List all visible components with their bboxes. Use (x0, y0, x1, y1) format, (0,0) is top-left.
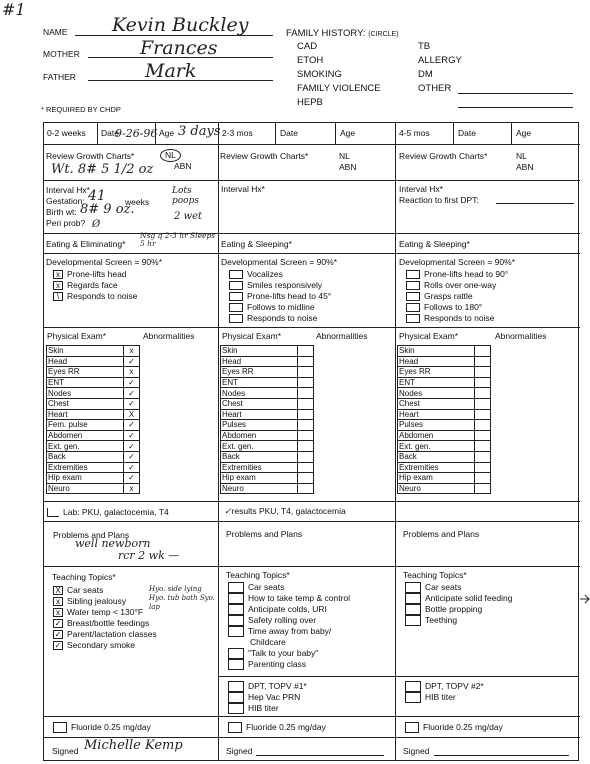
col2-dev-label: Developmental Screen = 90%* (221, 257, 337, 267)
pe-item: Eyes RR (398, 367, 475, 378)
col1-age-value: 3 days (178, 124, 221, 139)
pe-item: Head (47, 356, 124, 367)
col2-teach-4[interactable]: Safety rolling over (228, 615, 316, 626)
pe-item: Nodes (221, 388, 298, 399)
col1-dev-item-3[interactable]: \ Responds to noise (53, 291, 137, 302)
col1-dev-label: Developmental Screen = 90%* (46, 257, 162, 267)
pe-mark[interactable] (298, 356, 314, 367)
pe-mark[interactable]: ✓ (124, 473, 140, 484)
pe-item: Neuro (398, 483, 475, 494)
pe-mark[interactable]: ✓ (124, 420, 140, 431)
pe-item: Head (398, 356, 475, 367)
col3-problems-label: Problems and Plans (403, 529, 480, 539)
pe-item: Heart (221, 409, 298, 420)
pe-item: Hip exam (221, 473, 298, 484)
father-value: Mark (145, 60, 197, 82)
fh-other[interactable]: OTHER (418, 83, 452, 94)
pe-item: Chest (47, 398, 124, 409)
col2-dev-item-2[interactable]: Smiles responsively (229, 280, 322, 291)
pe-item: Eyes RR (47, 367, 124, 378)
col1-dev-item-2[interactable]: x Regards face (53, 280, 118, 291)
col1-pe-table (46, 345, 140, 494)
col1-teach-3[interactable]: x Water temp < 130°F (53, 607, 143, 618)
check-mark-icon: ✓ (224, 507, 232, 517)
col2-nl[interactable]: NL (339, 151, 350, 161)
pe-mark[interactable] (298, 430, 314, 441)
pe-mark[interactable]: ✓ (124, 451, 140, 462)
pe-mark[interactable] (298, 398, 314, 409)
fh-dm[interactable]: DM (418, 69, 433, 80)
col2-growth-label: Review Growth Charts* (220, 151, 309, 161)
col1-fluoride[interactable]: Fluoride 0.25 mg/day (53, 722, 151, 733)
pe-item: Abdomen (221, 430, 298, 441)
col3-age-label: Age (516, 128, 532, 138)
col2-teach-1[interactable]: Car seats (228, 582, 284, 593)
pe-mark[interactable]: ✓ (124, 356, 140, 367)
col3-imm-1[interactable]: DPT, TOPV #2* (405, 681, 484, 692)
col1-date-label: Date (101, 128, 119, 138)
col3-pe-table (397, 345, 491, 494)
pe-item: Skin (398, 346, 475, 357)
pe-item: Extremities (398, 462, 475, 473)
required-note: * REQUIRED BY CHDP (41, 105, 121, 114)
col1-age-label: Age (159, 128, 175, 138)
pe-mark[interactable]: ✓ (124, 441, 140, 452)
col1-growth-label: Review Growth Charts* (46, 151, 135, 161)
pe-mark[interactable]: x (124, 346, 140, 357)
pe-mark[interactable] (475, 451, 491, 462)
fh-hepb[interactable]: HEPB (297, 97, 323, 108)
pe-mark[interactable]: ✓ (124, 430, 140, 441)
pe-item: ENT (398, 377, 475, 388)
col2-abn[interactable]: ABN (339, 162, 357, 172)
pe-item: Back (398, 451, 475, 462)
col2-teaching-label: Teaching Topics* (226, 570, 290, 580)
col2-problems-label: Problems and Plans (226, 529, 303, 539)
col1-signed-label: Signed (52, 746, 79, 756)
pe-item: Skin (221, 346, 298, 357)
col2-lab-results[interactable]: ✓results PKU, T4, galactocemia (224, 506, 346, 517)
col2-age-label: Age (340, 128, 356, 138)
pe-item: Neuro (47, 483, 124, 494)
col3-dev-item-5[interactable]: Responds to noise (406, 313, 494, 324)
col1-problems-note-1: well newborn (75, 537, 151, 550)
pe-item: ENT (47, 377, 124, 388)
col2-dev-item-5[interactable]: Responds to noise (229, 313, 317, 324)
col2-signed-label: Signed (226, 746, 253, 756)
col1-signature: Michelle Kemp (84, 738, 183, 753)
pe-item: Chest (398, 398, 475, 409)
pe-mark[interactable] (475, 388, 491, 399)
pe-mark[interactable] (475, 420, 491, 431)
col3-dev-item-3[interactable]: Grasps rattle (406, 291, 473, 302)
name-value: Kevin Buckley (112, 14, 249, 36)
col2-teach-6[interactable]: "Talk to your baby" (228, 648, 318, 659)
pe-mark[interactable] (298, 420, 314, 431)
pe-mark[interactable]: x (124, 483, 140, 494)
col1-teach-1[interactable]: X Car seats (53, 585, 103, 596)
col3-teaching-label: Teaching Topics* (403, 570, 467, 580)
col3-title: 4-5 mos (399, 128, 430, 138)
pe-item: Neuro (221, 483, 298, 494)
col1-eating-note: Nsg q 2-3 hr Sleeps 5 hr (140, 231, 216, 248)
pe-item: Hip exam (398, 473, 475, 484)
col3-eating-label: Eating & Sleeping* (399, 239, 470, 249)
col3-abn[interactable]: ABN (516, 162, 534, 172)
col1-interval-label: Interval Hx* (46, 185, 90, 195)
pe-item: Ext. gen. (398, 441, 475, 452)
col3-teach-2[interactable]: Anticipate solid feeding (405, 593, 512, 604)
col2-teach-2[interactable]: How to take temp & control (228, 593, 350, 604)
col2-pe-title: Physical Exam* (222, 331, 282, 341)
pe-item: Pulses (398, 420, 475, 431)
col2-pe-abn: Abnormalities (316, 331, 368, 341)
pe-item: Back (47, 451, 124, 462)
pe-mark[interactable] (475, 409, 491, 420)
col3-fluoride[interactable]: Fluoride 0.25 mg/day (405, 722, 503, 733)
pe-mark[interactable] (298, 483, 314, 494)
pe-mark[interactable] (475, 441, 491, 452)
pe-mark[interactable] (298, 473, 314, 484)
pe-item: Nodes (398, 388, 475, 399)
pe-mark[interactable] (475, 346, 491, 357)
col2-fluoride[interactable]: Fluoride 0.25 mg/day (228, 722, 326, 733)
pe-item: Hip exam (47, 473, 124, 484)
col1-problems-label: Problems and Plans (53, 530, 130, 540)
pe-mark[interactable] (298, 409, 314, 420)
fh-smoking[interactable]: SMOKING (297, 69, 342, 80)
pe-item: Back (221, 451, 298, 462)
pe-item: Ext. gen. (47, 441, 124, 452)
pe-item: Heart (398, 409, 475, 420)
col3-nl[interactable]: NL (516, 151, 527, 161)
col3-teach-3[interactable]: Bottle propping (405, 604, 482, 615)
col3-dev-item-4[interactable]: Follows to 180° (406, 302, 482, 313)
col1-teach-notes: Hyo. side lying Hyo. tub bath Syo. lap (149, 585, 215, 611)
col1-teaching-label: Teaching Topics* (52, 572, 116, 582)
pe-mark[interactable] (298, 377, 314, 388)
col3-imm-2[interactable]: HIB titer (405, 692, 456, 703)
col1-teach-5[interactable]: ✓ Parent/lactation classes (54, 629, 157, 640)
col3-teach-4[interactable]: Teething (405, 615, 457, 626)
col1-weeks-label: weeks (125, 197, 150, 207)
col1-abn[interactable]: ABN (174, 161, 192, 171)
col1-birthwt-note: 2 wet (174, 211, 203, 222)
pe-item: Chest (221, 398, 298, 409)
pe-mark[interactable] (475, 367, 491, 378)
col1-teach-4[interactable]: ✓ Breast/bottle feedings (54, 618, 150, 629)
col1-peri-label: Peri prob? (46, 218, 86, 228)
col1-pe-title: Physical Exam* (47, 331, 107, 341)
pe-item: ENT (221, 377, 298, 388)
mother-label: MOTHER (43, 49, 80, 59)
fh-etoh[interactable]: ETOH (297, 55, 324, 66)
col2-teach-5b: Childcare (250, 637, 286, 647)
pe-mark[interactable] (475, 430, 491, 441)
pe-mark[interactable]: x (124, 367, 140, 378)
page-number-mark: #1 (2, 0, 26, 19)
pe-mark[interactable] (298, 388, 314, 399)
fh-cad[interactable]: CAD (297, 41, 318, 52)
pe-item: Pulses (221, 420, 298, 431)
pe-mark[interactable] (475, 377, 491, 388)
col3-pe-title: Physical Exam* (399, 331, 459, 341)
family-history-title: FAMILY HISTORY: (CIRCLE) (286, 28, 399, 39)
pe-mark[interactable]: ✓ (124, 377, 140, 388)
col3-dev-item-1[interactable]: Prone-lifts head to 90° (406, 269, 508, 280)
col2-imm-2[interactable]: Hep Vac PRN (228, 692, 300, 703)
mother-value: Frances (140, 37, 218, 59)
pe-mark[interactable] (298, 451, 314, 462)
pe-mark[interactable] (475, 356, 491, 367)
col1-gestation-note: Lots poops (172, 186, 199, 206)
pe-mark[interactable] (475, 462, 491, 473)
arrow-mark-icon (580, 592, 590, 606)
col2-teach-5[interactable]: Time away from baby/ (228, 626, 331, 637)
col1-lab[interactable]: Lab: PKU, galactocemia, T4 (47, 507, 169, 518)
col1-problems-note-2: rcr 2 wk — (118, 549, 180, 562)
pe-item: Extremities (47, 462, 124, 473)
col1-teach-6[interactable]: ✓ Secondary smoke (54, 640, 136, 651)
col2-eating-label: Eating & Sleeping* (221, 239, 292, 249)
pe-item: Eyes RR (221, 367, 298, 378)
col3-reaction-label: Reaction to first DPT: (399, 195, 479, 205)
col2-interval-label: Interval Hx* (221, 184, 265, 194)
pe-item: Ext. gen. (221, 441, 298, 452)
col1-gestation-label: Gestation: (46, 196, 85, 206)
col2-pe-table (220, 345, 314, 494)
col2-imm-3[interactable]: HIB titer (228, 703, 279, 714)
col2-teach-7[interactable]: Parenting class (228, 659, 306, 670)
pe-item: Heart (47, 409, 124, 420)
col3-date-label: Date (458, 128, 476, 138)
col1-dev-item-1[interactable]: x Prone-lifts head (53, 269, 127, 280)
col1-nl-circled[interactable]: NL (160, 149, 181, 162)
col1-weight-note: Wt. 8# 5 1/2 oz (51, 162, 154, 177)
col1-teach-2[interactable]: x Sibling jealousy (53, 596, 126, 607)
pe-item: Skin (47, 346, 124, 357)
col1-pe-abn: Abnormalities (143, 331, 195, 341)
pe-mark[interactable] (475, 398, 491, 409)
col2-date-label: Date (280, 128, 298, 138)
col3-growth-label: Review Growth Charts* (399, 151, 488, 161)
col2-dev-item-4[interactable]: Follows to midline (229, 302, 315, 313)
col3-pe-abn: Abnormalities (495, 331, 547, 341)
col3-dev-item-2[interactable]: Rolls over one-way (406, 280, 496, 291)
col1-gestation-value: 41 (88, 188, 106, 204)
pe-mark[interactable] (298, 462, 314, 473)
col3-signed-label: Signed (403, 746, 430, 756)
col1-date-value: 9-26-96 (115, 127, 158, 140)
pe-item: Nodes (47, 388, 124, 399)
col1-title: 0-2 weeks (47, 128, 86, 138)
fh-tb[interactable]: TB (418, 41, 431, 52)
col2-dev-item-3[interactable]: Prone-lifts head to 45° (229, 291, 331, 302)
pe-mark[interactable] (475, 473, 491, 484)
col1-eating-label: Eating & Eliminating* (46, 239, 126, 249)
pe-mark[interactable] (298, 367, 314, 378)
col2-title: 2-3 mos (222, 128, 253, 138)
pe-item: Fem. pulse (47, 420, 124, 431)
pe-mark[interactable]: ✓ (124, 398, 140, 409)
col1-birthwt-label: Birth wt: (46, 207, 77, 217)
pe-mark[interactable] (475, 483, 491, 494)
pe-item: Abdomen (398, 430, 475, 441)
col3-teach-1[interactable]: Car seats (405, 582, 461, 593)
pe-mark[interactable] (298, 346, 314, 357)
fh-family-violence[interactable]: FAMILY VIOLENCE (297, 83, 381, 94)
col1-birthwt-value: 8# 9 oz. (80, 202, 135, 217)
fh-allergy[interactable]: ALLERGY (418, 55, 462, 66)
pe-item: Abdomen (47, 430, 124, 441)
col1-peri-value: Ø (92, 219, 101, 230)
col2-teach-3[interactable]: Anticipate colds, URI (228, 604, 327, 615)
pe-mark[interactable] (298, 441, 314, 452)
pe-item: Extremities (221, 462, 298, 473)
col3-dev-label: Developmental Screen = 90%* (399, 257, 515, 267)
name-label: NAME (43, 27, 68, 37)
pe-mark[interactable]: X (124, 409, 140, 420)
col3-interval-label: Interval Hx* (399, 184, 443, 194)
col2-imm-1[interactable]: DPT, TOPV #1* (228, 681, 307, 692)
pe-item: Head (221, 356, 298, 367)
pe-mark[interactable]: ✓ (124, 462, 140, 473)
col2-dev-item-1[interactable]: Vocalizes (229, 269, 283, 280)
pe-mark[interactable]: ✓ (124, 388, 140, 399)
father-label: FATHER (43, 72, 76, 82)
